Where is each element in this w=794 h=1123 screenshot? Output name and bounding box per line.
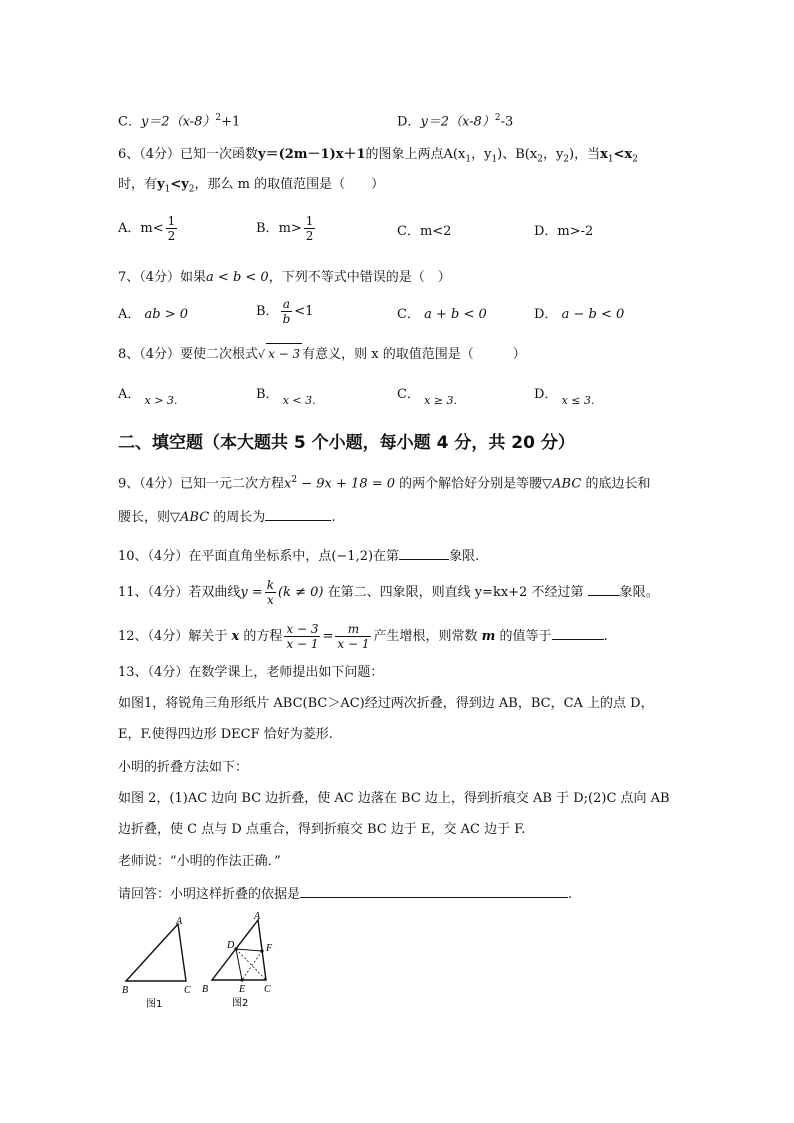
q12-eq: = xyxy=(322,629,334,644)
q6-sub: 2 xyxy=(632,154,638,165)
q5-d-tail: -3 xyxy=(500,114,514,130)
q7-option-a xyxy=(118,305,188,325)
q8-d-math: x ≤ 3 xyxy=(561,394,591,407)
fig2-label-f: F xyxy=(266,943,273,954)
fig1-label-b: B xyxy=(122,985,129,996)
q9-answer-blank[interactable] xyxy=(265,506,331,521)
q7-b-num: a xyxy=(281,297,293,312)
fig1-label-a: A xyxy=(176,916,183,927)
q7-a-label: A． xyxy=(118,307,141,322)
q6-sub: 1 xyxy=(607,154,614,165)
q13-p7-line xyxy=(118,883,572,905)
q9-pre: 9、（4分）已知一元二次方程 xyxy=(118,476,285,492)
q8-option-a xyxy=(118,385,177,405)
q9-line2-pre: 腰长，则 xyxy=(118,510,171,525)
q7-b-label: B． xyxy=(256,304,279,319)
fig1-caption: 图1 xyxy=(146,999,163,1010)
q7-d-math: a − b < 0 xyxy=(561,307,625,322)
q13-end: . xyxy=(568,887,573,902)
q8-c-math: x ≥ 3 xyxy=(424,394,454,407)
q5-c-label: C． xyxy=(118,114,141,130)
q5-option-d xyxy=(397,108,513,132)
q10-post: 象限. xyxy=(449,549,480,564)
q6-sub: 1 xyxy=(465,154,472,165)
fig2-label-d: D xyxy=(227,940,235,951)
q9-line2-tri: ▽ABC xyxy=(170,510,210,525)
q8-stem: 8、（4分）要使二次根式√ x − 3 有意义，则 x 的取值范围是（ ） xyxy=(118,343,526,365)
q6-sub: 2 xyxy=(563,154,570,165)
q11-end: 象限。 xyxy=(619,585,659,600)
q8-dot: . xyxy=(312,394,316,407)
section-2-title: 二、填空题（本大题共 5 个小题，每小题 4 分，共 20 分） xyxy=(118,433,575,453)
q12-line xyxy=(118,622,608,651)
q6-cond: x xyxy=(600,147,608,162)
q6-cond: <x xyxy=(613,147,633,162)
q6-stem-line2 xyxy=(118,175,384,200)
q9-end: . xyxy=(331,510,336,525)
q9-post: 的底边长和 xyxy=(585,476,651,492)
q6-a-frac xyxy=(166,214,178,243)
q12-answer-blank[interactable] xyxy=(552,625,604,640)
q11-num: k xyxy=(266,578,274,592)
q7-d-label: D． xyxy=(534,307,558,322)
q12-mid: 的方程 xyxy=(243,629,283,644)
fig1-label-c: C xyxy=(184,985,191,996)
q13-p6: 老师说：“小明的作法正确．” xyxy=(118,854,281,869)
fig2-caption: 图2 xyxy=(232,998,249,1009)
q7-math: a < b < 0 xyxy=(206,270,269,285)
q6-b-den: 2 xyxy=(305,229,314,243)
q6-b-frac xyxy=(304,214,316,243)
q7-c-math: a + b < 0 xyxy=(424,307,487,322)
fig2-df xyxy=(236,949,262,951)
fig1-triangle xyxy=(126,924,186,981)
q8-d-label: D． xyxy=(534,387,558,402)
q11-line xyxy=(118,578,659,607)
q7-option-b xyxy=(256,297,313,326)
q6-d: ，y xyxy=(542,147,564,162)
q9-eq-sup: 2 xyxy=(291,475,298,485)
q7-a-math: ab > 0 xyxy=(144,307,189,322)
q12-post: 产生增根，则常数 xyxy=(373,629,478,644)
q6-lt: <y xyxy=(170,177,189,192)
q10-pre: 10、（4分）在平面直角坐标系中，点 xyxy=(118,549,332,564)
q6-b-label: B． xyxy=(256,221,279,236)
q5-d-sup: 2 xyxy=(494,113,501,123)
q9-tri: ▽ABC xyxy=(542,476,582,492)
q11-post: 在第二、四象限，则直线 y=kx+2 不经过第 xyxy=(327,585,584,600)
q12-var: x xyxy=(231,629,240,644)
q6-a-expr: m< xyxy=(140,221,164,236)
q6-sub: 1 xyxy=(491,154,498,165)
q6-stem-line1 xyxy=(118,145,638,170)
fig2-label-b: B xyxy=(202,984,209,995)
fig2-fold-cd xyxy=(236,949,266,980)
q8-c-label: C． xyxy=(397,387,420,402)
q7-option-c xyxy=(397,305,487,325)
q6-line2-b: ，那么 m 的取值范围是（ ） xyxy=(194,177,385,192)
q6-e: )，当 xyxy=(569,147,601,162)
q11-cond: (k ≠ 0) xyxy=(277,585,324,600)
fig2-de xyxy=(236,949,242,980)
q6-func: y＝(2m－1)x＋1 xyxy=(258,147,366,162)
q7-stem xyxy=(118,268,451,288)
q13-p3: 小明的折叠方法如下： xyxy=(118,760,249,775)
q7-b-den: b xyxy=(282,312,291,326)
q13-p1: 如图1，将锐角三角形纸片 ABC(BC＞AC)经过两次折叠，得到边 AB，BC，CA 上的点 D， xyxy=(118,696,654,711)
q13-answer-blank[interactable] xyxy=(300,883,568,898)
q12-den1: x − 1 xyxy=(286,637,319,651)
q8-a-math: x > 3 xyxy=(144,394,174,407)
q6-b: ，y xyxy=(471,147,492,162)
q6-mid: 的图象上两点A(x xyxy=(365,147,466,162)
q7-option-d xyxy=(534,305,624,325)
q8-radicand: x − 3 xyxy=(266,343,302,364)
q10-point: (−1,2) xyxy=(331,549,374,564)
fig2-point-f xyxy=(260,949,263,952)
q8-post: 有意义，则 x 的取值范围是（ ） xyxy=(302,347,526,362)
q10-mid: 在第 xyxy=(373,549,400,564)
q12-den2: x − 1 xyxy=(337,637,370,651)
q6-sub: 2 xyxy=(537,154,543,165)
q11-pre: 11、（4分）若双曲线 xyxy=(118,585,241,600)
q5-c-expr: y＝2（x-8） xyxy=(140,114,216,130)
q12-end: . xyxy=(603,629,608,644)
q8-pre: 8、（4分）要使二次根式 xyxy=(118,347,259,362)
q6-b-expr: m> xyxy=(278,221,302,236)
q12-var2: m xyxy=(481,629,496,644)
q12-num2: m xyxy=(335,622,371,637)
q7-c-label: C． xyxy=(397,307,420,322)
q12-frac1 xyxy=(284,622,320,651)
q5-c-tail: +1 xyxy=(221,114,241,130)
q12-post2: 的值等于 xyxy=(499,629,552,644)
q9-line1 xyxy=(118,470,650,494)
q6-line2-a: 时，有 xyxy=(118,177,158,192)
q6-b-num: 1 xyxy=(305,214,314,228)
q7-b-tail: <1 xyxy=(294,304,314,319)
q6-a-den: 2 xyxy=(167,229,176,243)
q13-p5: 边折叠，使 C 点与 D 点重合，得到折痕交 BC 边于 E，交 AC 边于 F. xyxy=(118,822,526,837)
q12-frac2 xyxy=(335,622,371,651)
q8-dot: . xyxy=(591,394,595,407)
fig2-label-c: C xyxy=(264,984,271,995)
q8-b-math: x < 3 xyxy=(282,394,313,407)
q8-a-label: A． xyxy=(118,387,141,402)
figure-2 xyxy=(198,908,286,1010)
q7-post: ，下列不等式中错误的是（ ） xyxy=(268,270,451,285)
q6-option-d: D．m>-2 xyxy=(534,224,594,239)
q11-answer-blank[interactable] xyxy=(588,581,620,596)
q5-d-label: D． xyxy=(397,114,421,130)
q6-pre: 6、（4分）已知一次函数 xyxy=(118,147,259,162)
q9-mid: 的两个解恰好分别是等腰 xyxy=(399,476,543,492)
q5-c-sup: 2 xyxy=(215,113,222,123)
fig2-point-e xyxy=(240,978,243,981)
q6-y: y xyxy=(157,177,165,192)
q10-answer-blank[interactable] xyxy=(399,545,449,560)
q8-b-label: B． xyxy=(256,387,279,402)
q6-a-label: A． xyxy=(118,221,141,236)
q13-stem: 13、（4分）在数学课上，老师提出如下问题： xyxy=(118,665,384,680)
fig2-point-d xyxy=(234,947,237,950)
q9-eq-x: x xyxy=(284,476,292,492)
q6-option-b xyxy=(256,214,317,243)
fig2-triangle xyxy=(212,920,266,980)
fig2-label-e: E xyxy=(239,984,246,995)
q8-dot: . xyxy=(453,394,458,407)
q6-sub: 1 xyxy=(164,184,171,195)
q8-dot: . xyxy=(173,394,178,407)
q8-option-b xyxy=(256,385,316,405)
q13-p7: 请回答：小明这样折叠的依据是 xyxy=(118,887,301,902)
q12-pre: 12、（4分）解关于 xyxy=(118,629,228,644)
q13-p2: E，F.使得四边形 DECF 恰好为菱形. xyxy=(118,727,333,742)
q5-option-c xyxy=(118,108,240,132)
q6-c: )、B(x xyxy=(497,147,538,162)
q10-line xyxy=(118,545,479,567)
q8-option-d xyxy=(534,385,595,405)
q9-line2-post: 的周长为 xyxy=(213,510,266,525)
q12-num1: x − 3 xyxy=(286,622,319,636)
figure-1 xyxy=(118,915,198,1010)
q11-yeq: y = xyxy=(240,585,263,600)
q9-line2 xyxy=(118,506,335,528)
q11-den: x xyxy=(266,593,274,607)
q9-eq-rest: − 9x + 18 = 0 xyxy=(297,476,396,492)
q6-option-a xyxy=(118,214,179,243)
q11-frac xyxy=(265,578,276,607)
fig2-label-a: A xyxy=(254,911,261,922)
q13-p4: 如图 2，(1)AC 边向 BC 边折叠，使 AC 边落在 BC 边上，得到折痕交 AB 于 D;(2)C 点向 AB xyxy=(118,791,670,806)
q7-pre: 7、（4分）如果 xyxy=(118,270,207,285)
q6-a-num: 1 xyxy=(167,214,176,228)
q6-sub: 2 xyxy=(188,184,195,195)
fig2-fold-ef xyxy=(242,951,262,980)
q8-option-c xyxy=(397,385,457,405)
q5-d-expr: y＝2（x-8） xyxy=(420,114,495,130)
q6-option-c: C．m<2 xyxy=(397,224,452,239)
q7-b-frac xyxy=(281,297,293,326)
